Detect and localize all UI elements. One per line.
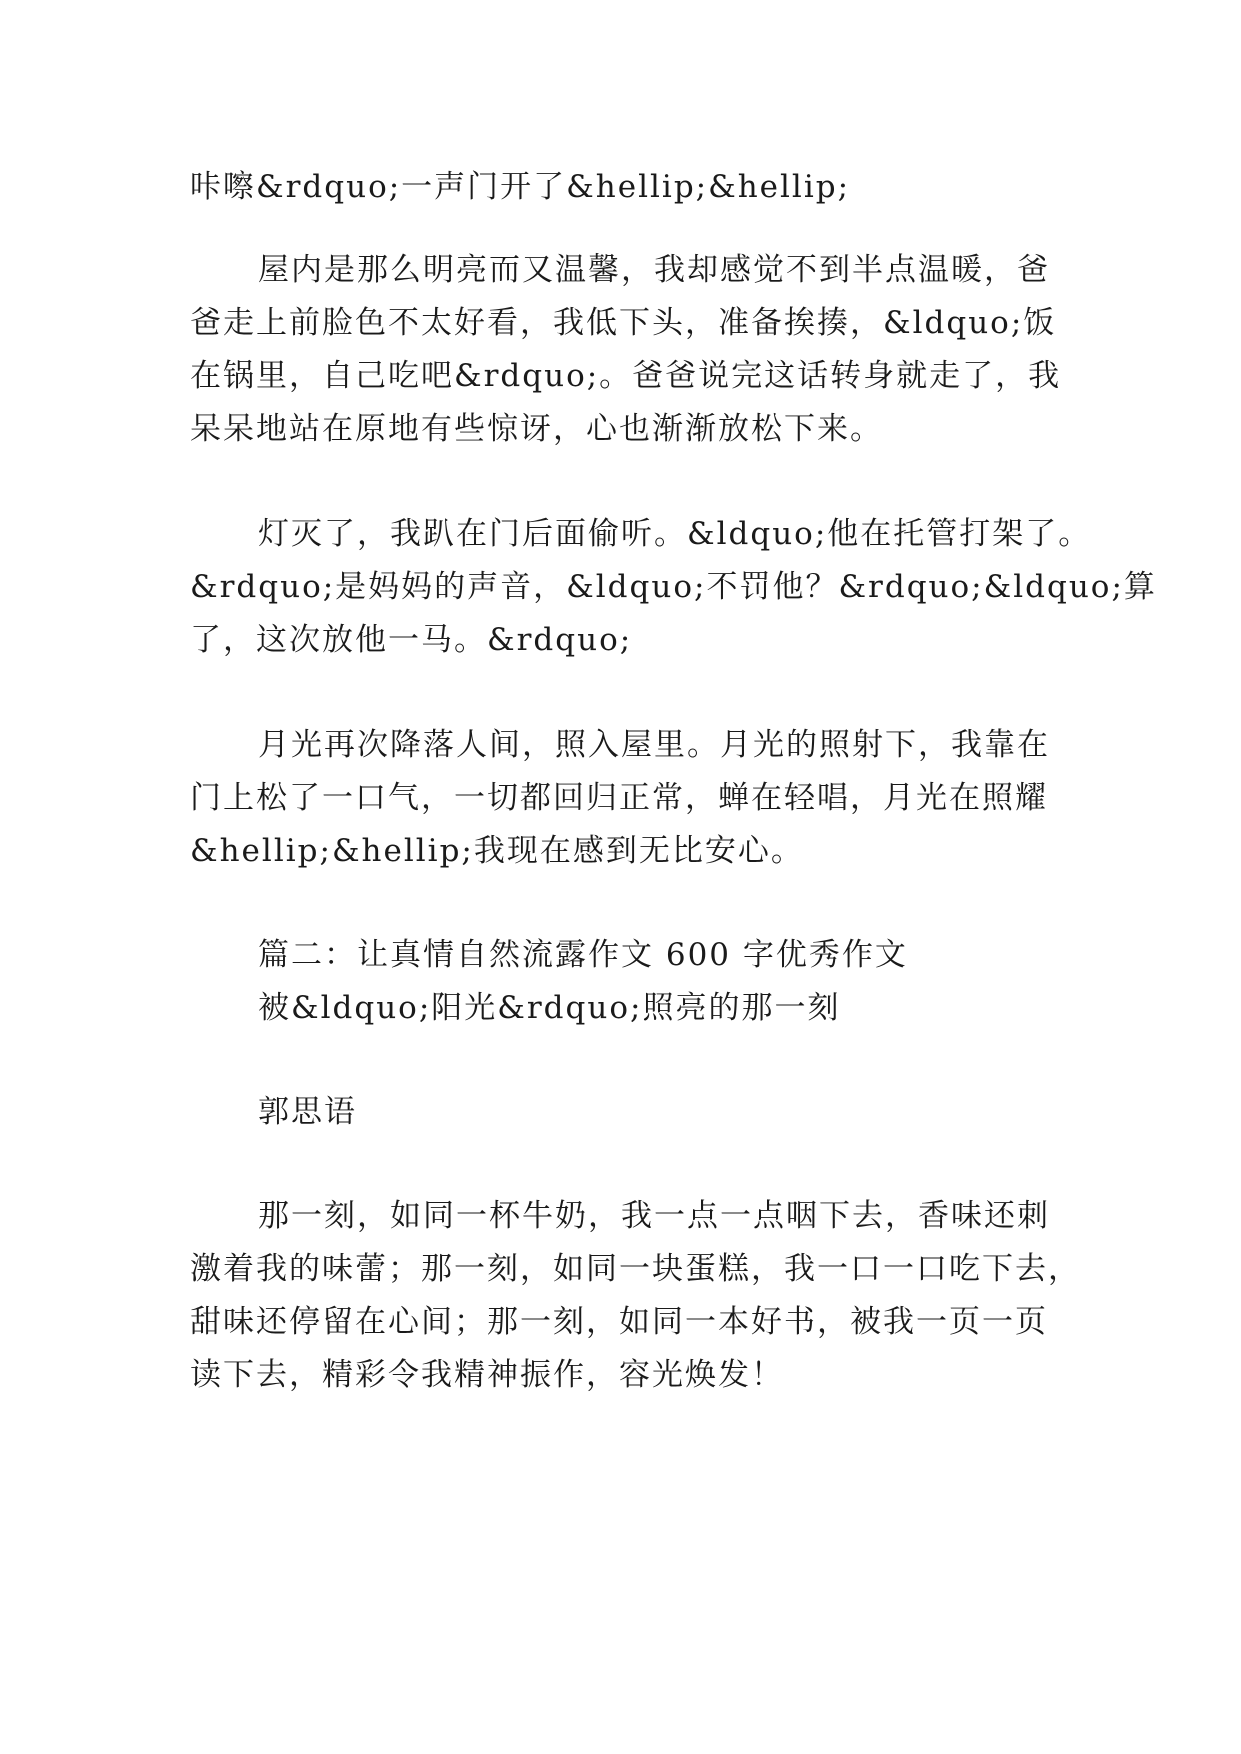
paragraph-line: 激着我的味蕾；那一刻，如同一块蛋糕，我一口一口吃下去， <box>190 1251 1081 1287</box>
paragraph-line: &hellip;&hellip;我现在感到无比安心。 <box>190 833 804 869</box>
paragraph-line: 了，这次放他一马。&rdquo; <box>190 622 633 658</box>
paragraph-line: &rdquo;是妈妈的声音，&ldquo;不罚他？&rdquo;&ldquo;算 <box>190 569 1157 605</box>
paragraph-line: 呆呆地站在原地有些惊讶，心也渐渐放松下来。 <box>190 411 883 447</box>
paragraph-line: 在锅里，自己吃吧&rdquo;。爸爸说完这话转身就走了，我 <box>190 358 1062 394</box>
paragraph-line: 月光再次降落人间，照入屋里。月光的照射下，我靠在 <box>258 727 1050 763</box>
author-name: 郭思语 <box>258 1094 357 1130</box>
section-heading: 篇二：让真情自然流露作文 600 字优秀作文 <box>258 937 908 973</box>
paragraph-line: 那一刻，如同一杯牛奶，我一点一点咽下去，香味还刺 <box>258 1198 1050 1234</box>
paragraph-line: 灯灭了，我趴在门后面偷听。&ldquo;他在托管打架了。 <box>258 516 1092 552</box>
paragraph-line: 甜味还停留在心间；那一刻，如同一本好书，被我一页一页 <box>190 1304 1048 1340</box>
paragraph-line: 读下去，精彩令我精神振作，容光焕发！ <box>190 1357 784 1393</box>
paragraph-line: 屋内是那么明亮而又温馨，我却感觉不到半点温暖，爸 <box>258 252 1050 288</box>
article-title: 被&ldquo;阳光&rdquo;照亮的那一刻 <box>258 990 841 1026</box>
paragraph-line: 门上松了一口气，一切都回归正常，蝉在轻唱，月光在照耀 <box>190 780 1048 816</box>
paragraph-line: 爸走上前脸色不太好看，我低下头，准备挨揍，&ldquo;饭 <box>190 305 1057 341</box>
paragraph-line: 咔嚓&rdquo;一声门开了&hellip;&hellip; <box>190 169 851 205</box>
